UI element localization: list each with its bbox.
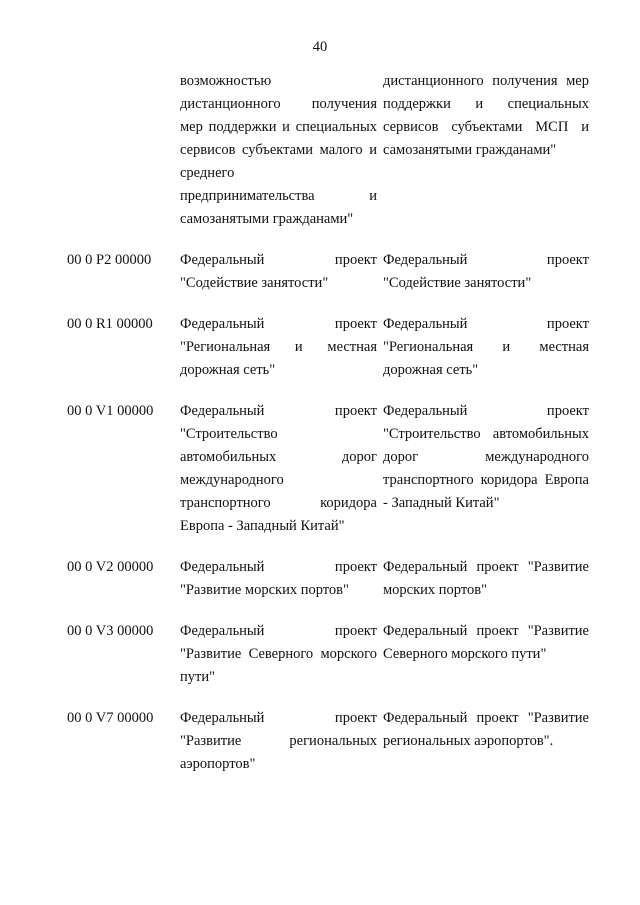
table-row: [0, 707, 640, 776]
new-wording-cell: [383, 556, 589, 602]
text-line: "Содействие занятости": [180, 275, 329, 291]
text-line: "Развитие региональных: [180, 733, 377, 749]
text-line: дистанционного получения мер: [383, 73, 589, 89]
new-wording-cell: [383, 313, 589, 382]
text-line: пути": [180, 669, 216, 685]
text-line: "Региональная и местная: [180, 339, 377, 355]
page-number: 40: [312, 39, 328, 55]
new-wording-cell: [383, 400, 589, 538]
table-row: [0, 620, 640, 689]
new-wording-cell: [383, 249, 589, 295]
text-line: предпринимательства и: [180, 188, 377, 204]
text-line: морских портов": [383, 582, 488, 598]
text-line: сервисов субъектами МСП и: [383, 119, 589, 135]
text-line: Федеральный проект: [180, 403, 377, 419]
text-line: Федеральный проект "Развитие: [383, 623, 589, 639]
old-wording-cell: [180, 70, 377, 231]
text-line: возможностью: [180, 73, 272, 89]
text-line: поддержки и специальных: [383, 96, 589, 112]
budget-code: 00 0 V7 00000: [67, 710, 154, 726]
table-row: [0, 400, 640, 538]
text-line: Федеральный проект: [180, 623, 377, 639]
budget-code: 00 0 R1 00000: [67, 316, 153, 332]
text-line: самозанятыми гражданами": [180, 211, 354, 227]
text-line: "Строительство автомобильных: [383, 426, 589, 442]
text-line: Федеральный проект "Развитие: [383, 710, 589, 726]
text-line: "Строительство: [180, 426, 278, 442]
text-line: дорожная сеть": [180, 362, 276, 378]
table-row-continuation: [0, 70, 640, 231]
text-line: самозанятыми гражданами": [383, 142, 557, 158]
budget-code: 00 0 P2 00000: [67, 252, 152, 268]
text-line: региональных аэропортов".: [383, 733, 554, 749]
text-line: транспортного коридора Европа: [383, 472, 589, 488]
text-line: транспортного коридора: [180, 495, 377, 511]
text-line: среднего: [180, 165, 235, 181]
text-line: дорог международного: [383, 449, 589, 465]
text-line: дистанционного получения: [180, 96, 377, 112]
text-line: Европа - Западный Китай": [180, 518, 345, 534]
text-line: международного: [180, 472, 284, 488]
text-line: Федеральный проект: [180, 559, 377, 575]
old-wording-cell: [180, 249, 377, 295]
text-line: Федеральный проект: [383, 316, 589, 332]
text-line: дорожная сеть": [383, 362, 479, 378]
text-line: Федеральный проект: [383, 252, 589, 268]
new-wording-cell: [383, 70, 589, 231]
text-line: мер поддержки и специальных: [180, 119, 377, 135]
text-line: Федеральный проект: [180, 710, 377, 726]
text-line: автомобильных дорог: [180, 449, 377, 465]
old-wording-cell: [180, 313, 377, 382]
text-line: аэропортов": [180, 756, 256, 772]
text-line: "Региональная и местная: [383, 339, 589, 355]
text-line: Северного морского пути": [383, 646, 547, 662]
text-line: сервисов субъектами малого и: [180, 142, 377, 158]
text-line: Федеральный проект: [383, 403, 589, 419]
old-wording-cell: [180, 707, 377, 776]
budget-code: 00 0 V1 00000: [67, 403, 154, 419]
text-line: - Западный Китай": [383, 495, 500, 511]
old-wording-cell: [180, 400, 377, 538]
budget-code-table: [0, 70, 640, 776]
text-line: "Содействие занятости": [383, 275, 532, 291]
text-line: "Развитие морских портов": [180, 582, 349, 598]
budget-code: 00 0 V2 00000: [67, 559, 154, 575]
table-row: [0, 313, 640, 382]
text-line: "Развитие Северного морского: [180, 646, 377, 662]
budget-code: 00 0 V3 00000: [67, 623, 154, 639]
old-wording-cell: [180, 556, 377, 602]
old-wording-cell: [180, 620, 377, 689]
text-line: Федеральный проект: [180, 252, 377, 268]
text-line: Федеральный проект "Развитие: [383, 559, 589, 575]
table-row: [0, 249, 640, 295]
table-row: [0, 556, 640, 602]
new-wording-cell: [383, 620, 589, 689]
text-line: Федеральный проект: [180, 316, 377, 332]
new-wording-cell: [383, 707, 589, 776]
